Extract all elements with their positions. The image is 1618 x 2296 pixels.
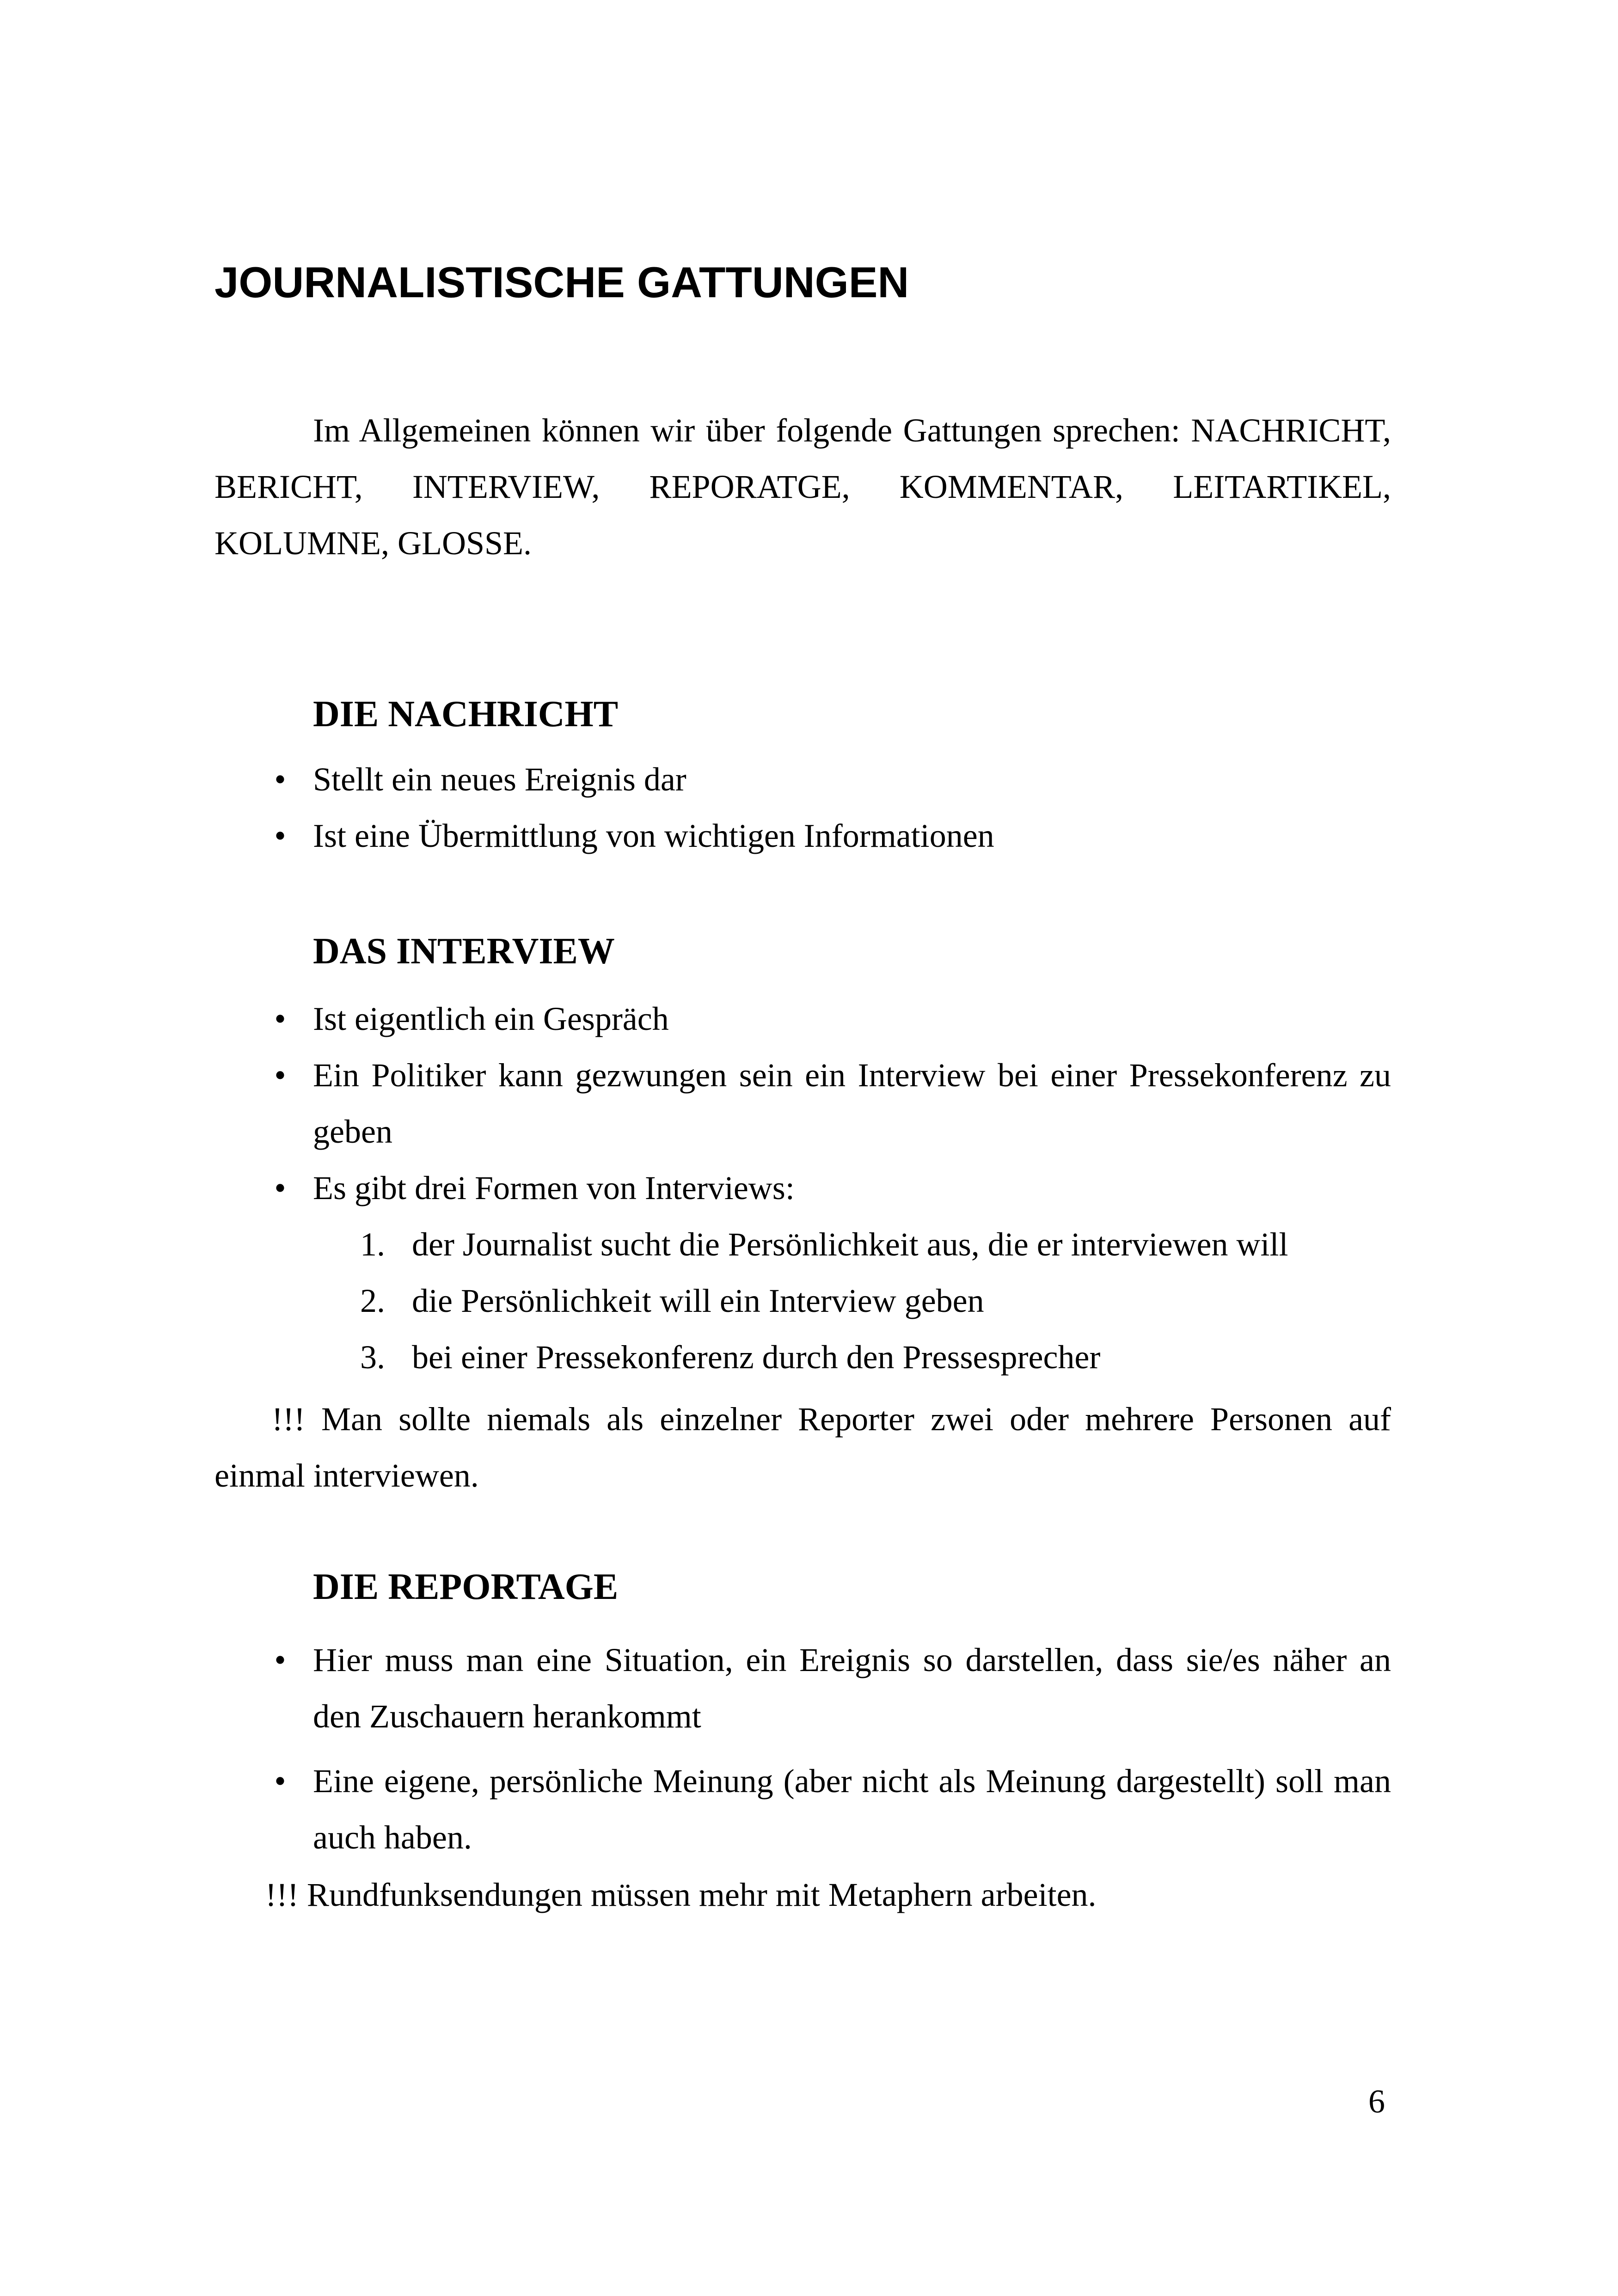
- bullet-icon: •: [274, 1057, 286, 1094]
- numbered-item: [215, 1216, 1391, 1273]
- item-text: die Persönlichkeit will ein Interview geben: [412, 1282, 984, 1319]
- item-text: der Journalist sucht die Persönlichkeit aus, die er interviewen will: [412, 1226, 1288, 1263]
- list-item: [215, 1160, 1391, 1216]
- bullet-text: Stellt ein neues Ereignis dar: [313, 761, 686, 798]
- item-number: 2.: [360, 1282, 385, 1319]
- bullet-icon: •: [274, 761, 286, 798]
- page-title: JOURNALISTISCHE GATTUNGEN: [215, 258, 909, 306]
- list-item: [215, 1632, 1391, 1745]
- reportage-bullet-list: [215, 1632, 1391, 1866]
- section-heading-interview: DAS INTERVIEW: [313, 931, 615, 972]
- item-number: 1.: [360, 1226, 385, 1263]
- bullet-text: Ist eine Übermittlung von wichtigen Informationen: [313, 817, 994, 854]
- bullet-icon: •: [274, 1000, 286, 1037]
- bullet-icon: •: [274, 1641, 286, 1678]
- bullet-text: Ist eigentlich ein Gespräch: [313, 1000, 669, 1037]
- bullet-icon: •: [274, 1169, 286, 1206]
- intro-paragraph: Im Allgemeinen können wir über folgende Gattungen sprechen: NACHRICHT, BERICHT, INTERVIEW, REPORATGE, KOMMENTAR, LEITARTIKEL, KOLUMNE, GLOSSE.: [215, 412, 1391, 562]
- section-heading-nachricht: DIE NACHRICHT: [313, 694, 619, 735]
- interview-note: !!! Man sollte niemals als einzelner Reporter zwei oder mehrere Personen auf einmal interviewen.: [215, 1401, 1391, 1494]
- interview-bullet-list: [215, 991, 1391, 1385]
- list-item: [215, 1753, 1391, 1866]
- numbered-item: [215, 1273, 1391, 1329]
- bullet-text: Ein Politiker kann gezwungen sein ein Interview bei einer Pressekonferenz zu geben: [313, 1057, 1391, 1150]
- numbered-item: [215, 1329, 1391, 1385]
- item-number: 3.: [360, 1339, 385, 1376]
- bullet-text: Es gibt drei Formen von Interviews:: [313, 1169, 795, 1206]
- list-item: [215, 991, 1391, 1047]
- reportage-note: !!! Rundfunksendungen müssen mehr mit Metaphern arbeiten.: [265, 1876, 1097, 1913]
- page-number: 6: [1368, 2083, 1385, 2120]
- bullet-icon: •: [274, 817, 286, 854]
- list-item: [215, 808, 1391, 864]
- interview-forms-container: [215, 1216, 1391, 1385]
- nachricht-bullet-list: [215, 751, 1391, 864]
- bullet-icon: •: [274, 1763, 286, 1800]
- item-text: bei einer Pressekonferenz durch den Pressesprecher: [412, 1339, 1101, 1376]
- list-item: [215, 751, 1391, 808]
- bullet-text: Eine eigene, persönliche Meinung (aber nicht als Meinung dargestellt) soll man auch haben.: [313, 1763, 1391, 1856]
- interview-forms-list: [215, 1216, 1391, 1385]
- section-heading-reportage: DIE REPORTAGE: [313, 1567, 619, 1607]
- list-item: [215, 1047, 1391, 1160]
- bullet-text: Hier muss man eine Situation, ein Ereignis so darstellen, dass sie/es näher an den Zuschauern herankommt: [313, 1641, 1391, 1735]
